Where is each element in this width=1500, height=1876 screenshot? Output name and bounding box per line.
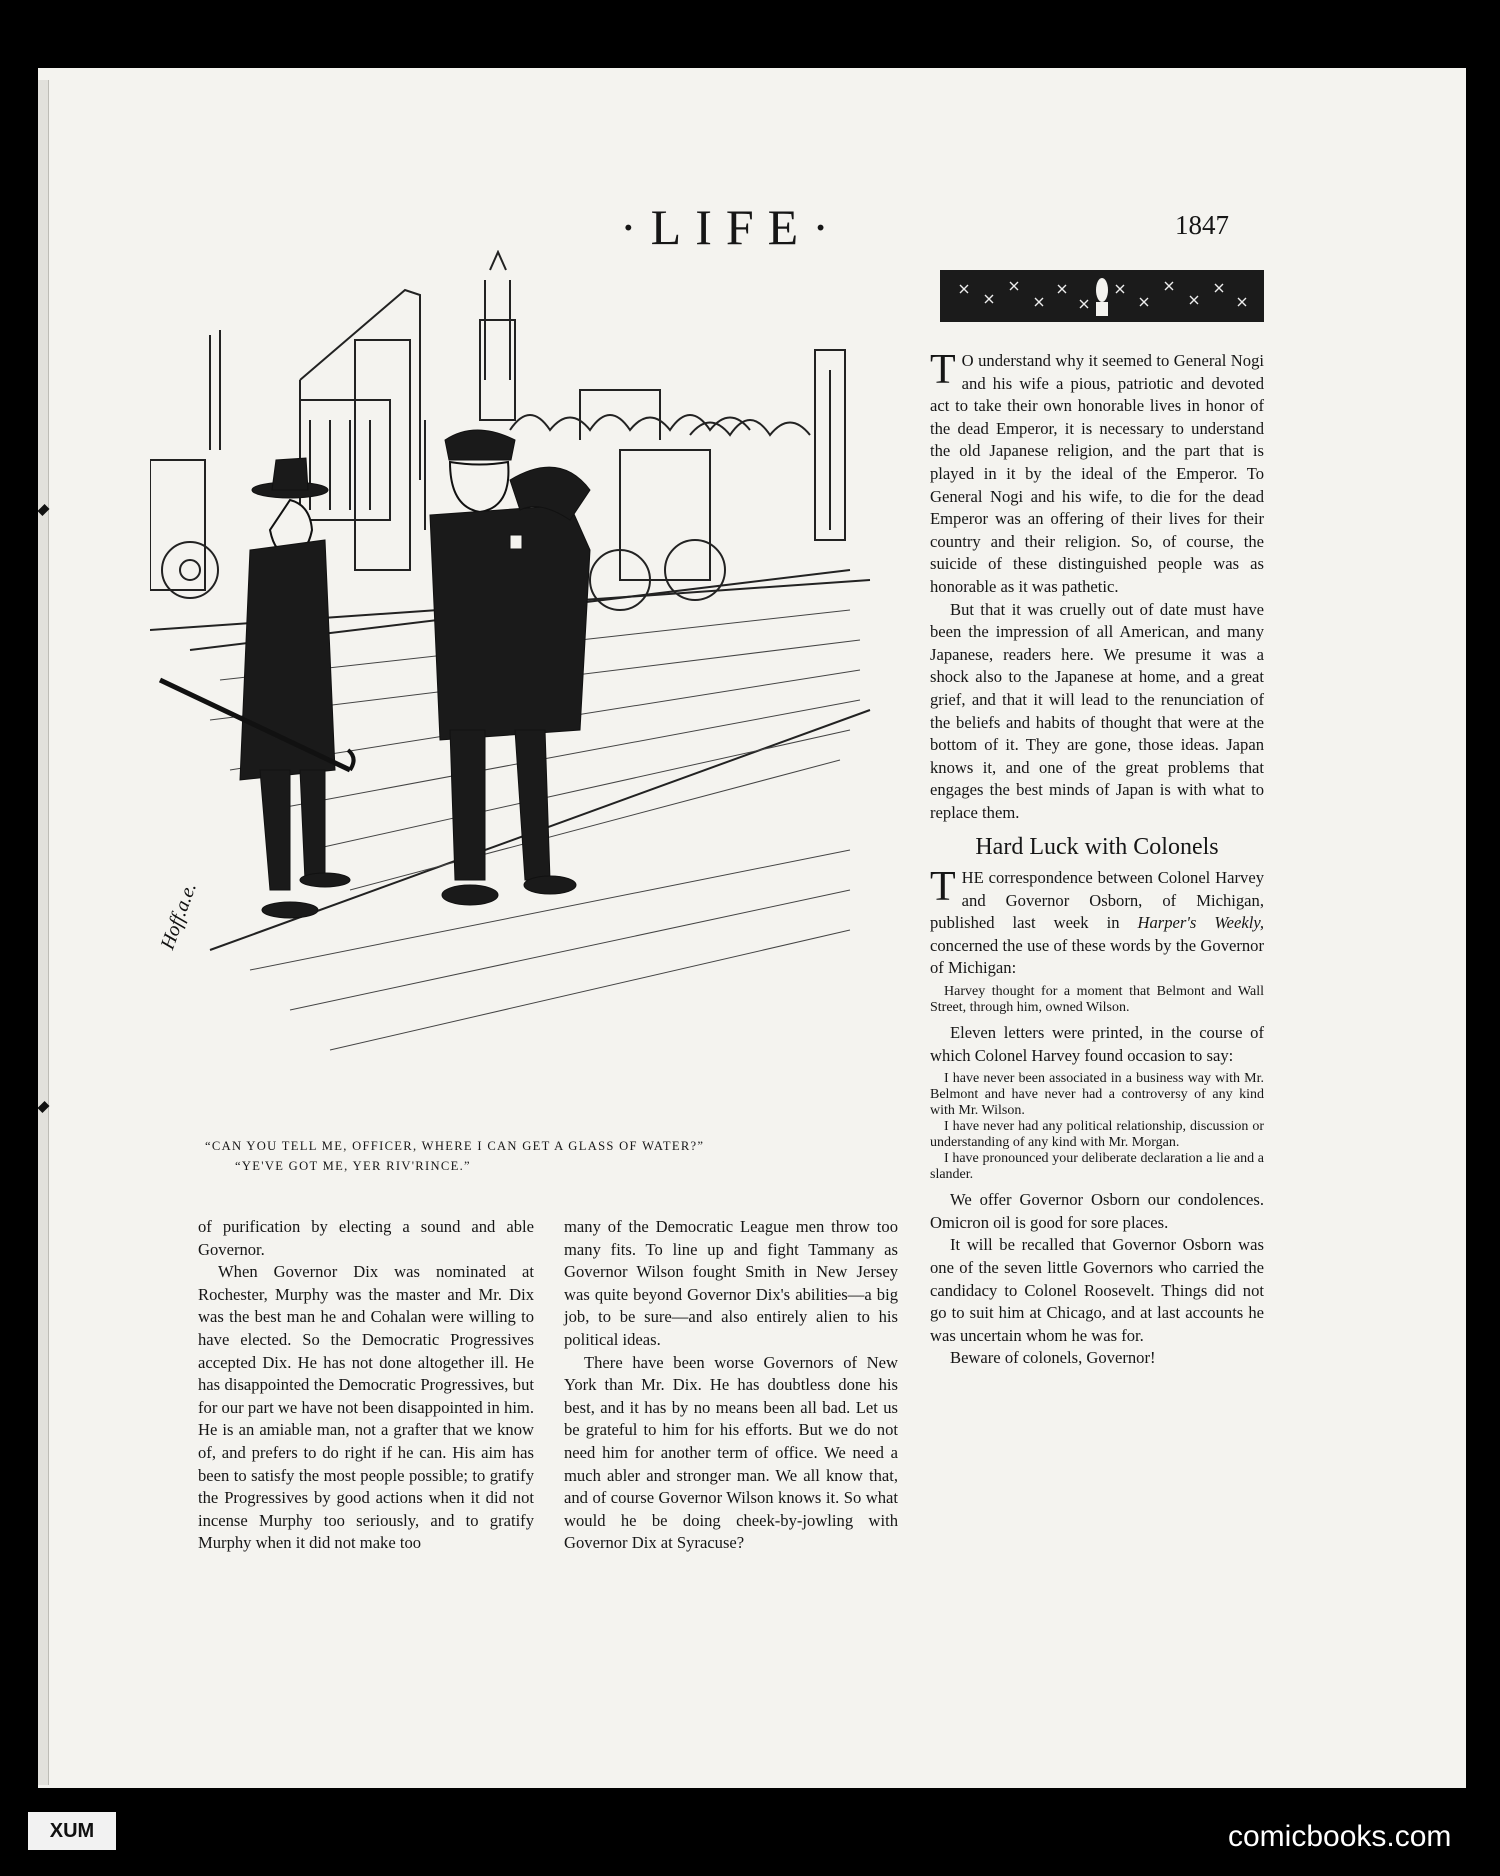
body-paragraph: many of the Democratic League men throw too many fits. To line up and fight Tammany as Governor Wilson fought Smith in New Jersey was quite beyond Governor Dix's abilities—a big job, to be sure—and also entirely alien to his political ideas. <box>564 1217 898 1349</box>
caption-line: “CAN YOU TELL ME, OFFICER, WHERE I CAN GET A GLASS OF WATER?” <box>205 1139 705 1153</box>
masthead: ·LIFE· <box>620 199 843 255</box>
quote-line: I have pronounced your deliberate declaration a lie and a slander. <box>930 1151 1264 1183</box>
harvey-paragraph: Beware of colonels, Governor! <box>950 1348 1156 1368</box>
body-paragraph: There have been worse Governors of New York than Mr. Dix. He has doubtless done his best, and it has by no means been all bad. Let us be grateful to him for his efforts. But we do not need him for another term of office. We need a much abler and stronger man. We all know that, and of course Governor Wilson knows it. So what would he be doing cheek-by-jowling with Governor Dix at Syracuse? <box>564 1352 898 1553</box>
right-column <box>930 347 1264 1370</box>
illustration-caption <box>205 1136 855 1176</box>
page-binding-edge <box>38 80 49 1785</box>
harvey-paragraph: We offer Governor Osborn our condolences. Omicron oil is good for sore places. <box>930 1190 1264 1232</box>
artist-signature: Hoff.a.e. <box>156 879 201 953</box>
corner-tag: XUM <box>28 1812 116 1850</box>
drop-cap: T <box>930 864 956 911</box>
harvey-paragraph: It will be recalled that Governor Osborn was one of the seven little Governors who carried the candidacy to Colonel Roosevelt. Things did not go to suit him at Chicago, and at last accounts he was uncertain whom he was for. <box>930 1235 1264 1345</box>
caption-line: “YE'VE GOT ME, YER RIV'RINCE.” <box>235 1159 471 1173</box>
quoted-text <box>930 1071 1264 1183</box>
cartoon-illustration <box>150 250 880 1140</box>
harvey-paragraph: THE correspondence between Colonel Harvey and Governor Osborn, of Michigan, published last week in Harper's Weekly, concerned the use of these words by the Governor of Michigan: <box>930 864 1264 978</box>
body-paragraph: When Governor Dix was nominated at Rochester, Murphy was the master and Mr. Dix was the best man he and Cohalan were willing to have elected. So the Democratic Progressives accepted Dix. He has not done altogether ill. He has disappointed the Democratic Progressives, but for our part we have not been disappointed in him. He is an amiable man, not a grafter that we know of, and prefers to do right if he can. His aim has been to satisfy the most people possible; to gratify the Progressives by good actions when it did not incense Murphy too seriously, and to gratify Murphy when it did not make too <box>198 1262 534 1553</box>
watermark: comicbooks.com <box>1228 1820 1452 1853</box>
left-column <box>198 1216 534 1555</box>
nogi-paragraph: T O understand why it seemed to General Nogi and his wife a pious, patriotic and devoted act to take their own honorable lives in honor of the dead Emperor, it is necessary to understand the old Japanese religion, and the part that is played in it by the ideal of the Emperor. To General Nogi and his wife, to die for the dead Emperor was an offering of their lives for their country and their religion. So, of course, the suicide of these distinguished people was as honorable as it was pathetic. <box>930 347 1264 596</box>
quote-line: I have never been associated in a business way with Mr. Belmont and have never had a controversy of any kind with Mr. Wilson. <box>930 1071 1264 1119</box>
drop-cap: T <box>930 347 956 393</box>
quote-line: I have never had any political relationship, discussion or understanding of any kind with Mr. Morgan. <box>930 1119 1264 1151</box>
body-paragraph: of purification by electing a sound and able Governor. <box>198 1217 534 1259</box>
ornamental-header <box>940 270 1264 322</box>
quoted-text <box>930 984 1264 1016</box>
harvey-paragraph: Eleven letters were printed, in the course of which Colonel Harvey found occasion to say: <box>930 1023 1264 1065</box>
nogi-paragraph: But that it was cruelly out of date must have been the impression of all American, and many Japanese, readers here. We presume it was a shock also to the Japanese at home, and a great grief, and that it will lead to the renunciation of the beliefs and habits of thought that were at the bottom of it. They are gone, those ideas. Japan knows it, and one of the great problems that engages the best minds of Japan is with what to replace them. <box>930 599 1264 822</box>
section-heading: Hard Luck with Colonels <box>975 834 1219 861</box>
quote-line: Harvey thought for a moment that Belmont and Wall Street, through him, owned Wilson. <box>930 984 1264 1016</box>
middle-column <box>564 1216 898 1555</box>
page-number: 1847 <box>1175 210 1229 240</box>
